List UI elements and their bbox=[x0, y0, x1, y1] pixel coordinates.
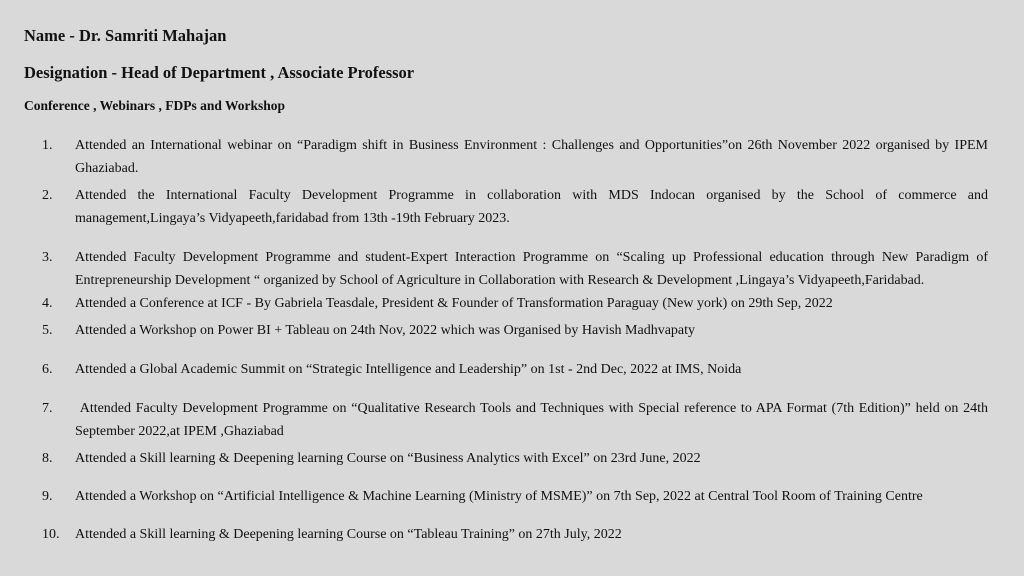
list-item-text: Attended a Conference at ICF - By Gabriela Teasdale, President & Founder of Transformation Paraguay (New york) on 29th Sep, 2022 bbox=[75, 296, 833, 311]
list-item-number: 6. bbox=[42, 362, 53, 377]
section-title: Conference , Webinars , FDPs and Workshop bbox=[24, 98, 286, 113]
name-heading: Name - Dr. Samriti Mahajan bbox=[24, 26, 227, 45]
list-item-number: 5. bbox=[42, 323, 53, 338]
list-item-text: Attended a Skill learning & Deepening learning Course on “Tableau Training” on 27th July, 2022 bbox=[75, 527, 622, 542]
list-item-number: 8. bbox=[42, 451, 53, 466]
list-item-text: Attended the International Faculty Development Programme in collaboration with MDS Indocan organised by the School of commerce and management,Lingaya’s Vidyapeeth,faridabad from 13th -19th February 2023. bbox=[75, 188, 988, 226]
list-item-text: Attended a Workshop on “Artificial Intelligence & Machine Learning (Ministry of MSME)” on 7th Sep, 2022 at Central Tool Room of Training Centre bbox=[75, 489, 923, 504]
list-item-number: 3. bbox=[42, 250, 53, 265]
list-item-text: Attended Faculty Development Programme on “Qualitative Research Tools and Techniques with Special reference to APA Format (7th Edition)” held on 24th September 2022,at IPEM ,Ghaziabad bbox=[75, 401, 992, 439]
designation-heading: Designation - Head of Department , Associate Professor bbox=[24, 63, 415, 82]
list-item-text: Attended a Global Academic Summit on “Strategic Intelligence and Leadership” on 1st - 2nd Dec, 2022 at IMS, Noida bbox=[75, 362, 742, 377]
list-item-number: 1. bbox=[42, 138, 53, 153]
list-item-number: 2. bbox=[42, 188, 53, 203]
list-item-number: 10. bbox=[42, 527, 60, 542]
list-item-text: Attended a Workshop on Power BI + Tableau on 24th Nov, 2022 which was Organised by Havish Madhvapaty bbox=[75, 323, 696, 338]
list-item-text: Attended an International webinar on “Paradigm shift in Business Environment : Challenges and Opportunities”on 26th November 2022 organised by IPEM Ghaziabad. bbox=[75, 138, 988, 176]
list-item-number: 7. bbox=[42, 401, 53, 416]
list-item-number: 9. bbox=[42, 489, 53, 504]
list-item-number: 4. bbox=[42, 296, 53, 311]
list-item-text: Attended a Skill learning & Deepening learning Course on “Business Analytics with Excel” on 23rd June, 2022 bbox=[75, 451, 701, 466]
list-item-text: Attended Faculty Development Programme and student-Expert Interaction Programme on “Scaling up Professional education through New Paradigm of Entrepreneurship Development “ organized by School of Agriculture in Collaboration with Research & Development ,Lingaya’s Vidyapeeth,Faridabad. bbox=[75, 250, 988, 288]
